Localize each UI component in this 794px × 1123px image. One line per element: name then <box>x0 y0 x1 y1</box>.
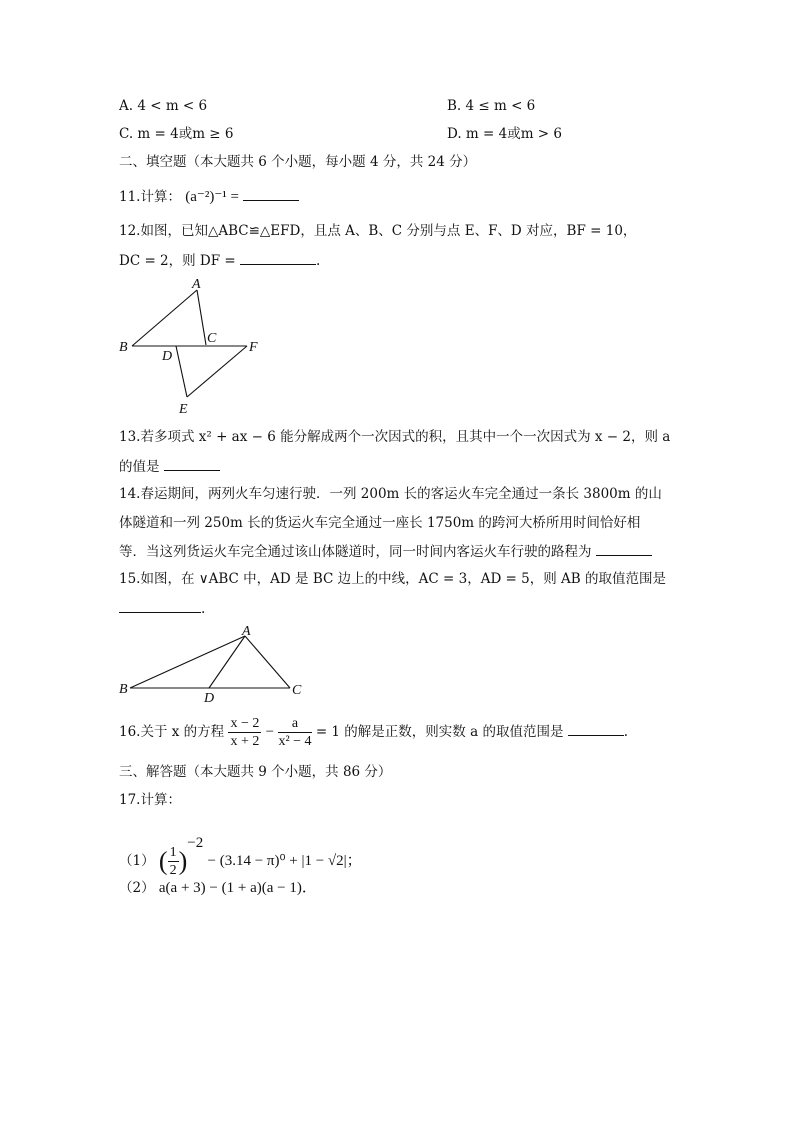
q14-line3 <box>119 541 652 562</box>
question-16 <box>119 713 628 751</box>
q14-line1: 14.春运期间，两列火车匀速行驶．一列 200m 长的客运火车完全通过一条长 3800m 的山 <box>119 486 662 502</box>
q17-p1-label: （1） <box>119 853 155 869</box>
seg-AC <box>245 636 290 688</box>
seg-DE <box>176 346 187 397</box>
q13-line1: 13.若多项式 x² + ax − 6 能分解成两个一次因式的积，且其中一个一次因式为 x − 2，则 a <box>119 429 671 445</box>
q16-fraction-1 <box>228 715 261 750</box>
seg-EF <box>187 346 247 397</box>
q16-frac1-denominator: x + 2 <box>230 734 260 749</box>
q15-line2 <box>119 598 205 619</box>
q16-frac2-denominator: x² − 4 <box>278 734 312 749</box>
q12-line2 <box>119 250 320 271</box>
q15-line1: 15.如图，在 ∨ABC 中，AD 是 BC 边上的中线，AC = 3，AD = 5，则 AB 的取值范围是 <box>119 571 666 587</box>
section3-title: 三、解答题（本大题共 9 个小题，共 86 分） <box>119 764 392 780</box>
q16-suffix: = 1 的解是正数，则实数 a 的取值范围是 <box>315 724 564 740</box>
fig2-label-a: A <box>242 624 251 639</box>
seg-BA <box>132 290 197 346</box>
q14-line2: 体隧道和一列 250m 长的货运火车完全通过一座长 1750m 的跨河大桥所用时间恰好相 <box>119 515 641 531</box>
q12-answer-blank <box>240 250 316 265</box>
q14-line3-text: 等．当这列货运火车完全通过该山体隧道时，同一时间内客运火车行驶的路程为 <box>119 544 592 560</box>
q17-p1-right-paren: ) <box>178 846 188 876</box>
q11-answer-blank <box>243 186 299 201</box>
q17-p2-label: （2） <box>119 880 155 896</box>
question-11 <box>119 186 299 207</box>
fig1-label-d: D <box>162 349 173 364</box>
q13-answer-blank <box>164 456 220 471</box>
q17-part1 <box>119 823 362 882</box>
q17-p1-exponent: −2 <box>187 835 204 851</box>
q16-frac2-numerator: a <box>278 715 311 733</box>
q11-expression: (a⁻²)⁻¹ = <box>185 189 239 205</box>
q17-p1-frac-numerator: 1 <box>169 845 177 860</box>
seg-AC <box>197 290 206 345</box>
fig1-label-c: C <box>207 331 217 346</box>
fig1-label-f: F <box>249 340 258 355</box>
q12-line2-text: DC = 2，则 DF = <box>119 253 236 269</box>
q16-answer-blank <box>568 721 624 736</box>
q17-p1-rest: − (3.14 − π)⁰ + |1 − √2|； <box>207 853 362 869</box>
fig1-label-b: B <box>119 340 128 355</box>
fig1-label-e: E <box>179 402 188 417</box>
q16-end: . <box>623 724 629 740</box>
q15-end: . <box>201 601 206 617</box>
option-a: A. 4 < m < 6 <box>119 98 208 114</box>
q16-fraction-2 <box>278 715 311 750</box>
fig1-label-a: A <box>192 277 201 292</box>
figure-congruent-triangles <box>110 272 270 418</box>
q17-p1-fraction <box>168 844 179 879</box>
fig2-label-b: B <box>119 682 128 697</box>
q13-line2 <box>119 456 220 477</box>
q15-answer-blank <box>119 598 201 613</box>
fig2-label-c: C <box>292 683 302 698</box>
q12-end: . <box>316 253 321 269</box>
q14-answer-blank <box>596 541 652 556</box>
fig2-label-d: D <box>204 691 215 706</box>
q13-line2-text: 的值是 <box>119 459 160 475</box>
q17-part2 <box>119 878 317 898</box>
option-b: B. 4 ≤ m < 6 <box>447 98 536 114</box>
figure-triangle-median <box>110 622 310 706</box>
q17-p1-left-paren: ( <box>158 846 168 876</box>
option-d: D. m = 4或m > 6 <box>447 126 562 142</box>
q17-p2-expression: a(a + 3) − (1 + a)(a − 1)． <box>158 880 317 896</box>
q17-p1-frac-denominator: 2 <box>169 863 177 878</box>
seg-BA <box>130 636 245 688</box>
option-c: C. m = 4或m ≥ 6 <box>119 126 234 142</box>
q11-prefix: 11.计算： <box>119 189 181 205</box>
q12-line1: 12.如图，已知△ABC≌△EFD，且点 A、B、C 分别与点 E、F、D 对应，BF = 10， <box>119 223 637 239</box>
section2-title: 二、填空题（本大题共 6 个小题，每小题 4 分，共 24 分） <box>119 154 477 170</box>
q16-prefix: 16.关于 x 的方程 <box>119 724 225 740</box>
q16-frac1-numerator: x − 2 <box>230 716 260 731</box>
q16-minus: − <box>265 724 275 740</box>
q17-title: 17.计算： <box>119 792 181 808</box>
